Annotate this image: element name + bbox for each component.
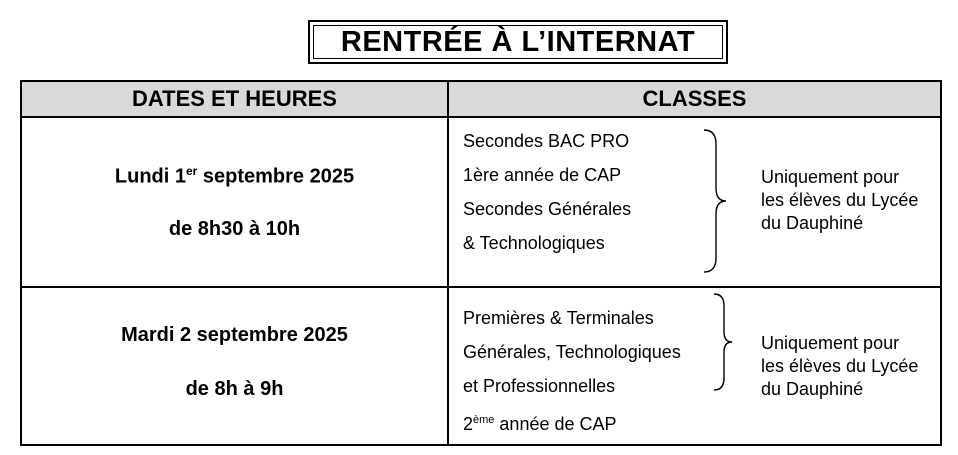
row1-classes	[463, 124, 631, 260]
schedule-table	[20, 80, 942, 446]
row1-brace-icon	[702, 128, 728, 274]
class-item: & Technologiques	[463, 233, 605, 253]
page-title: RENTRÉE À L’INTERNAT	[340, 25, 696, 58]
row2-note: Uniquement pour les élèves du Lycée du Dauphiné	[761, 333, 919, 399]
header-dates: DATES ET HEURES	[22, 82, 447, 118]
class-item: 2ème année de CAP	[463, 414, 617, 434]
row1-date-cell	[22, 118, 447, 286]
row1-time: de 8h30 à 10h	[168, 218, 301, 240]
row2-date-cell	[22, 288, 447, 446]
class-item: Premières & Terminales	[463, 308, 654, 328]
class-item: 1ère année de CAP	[463, 165, 622, 185]
row2-day: Mardi 2 septembre 2025	[121, 324, 348, 346]
row1-note: Uniquement pour les élèves du Lycée du Dauphiné	[761, 167, 919, 233]
row2-time: de 8h à 9h	[185, 378, 284, 400]
title-box	[308, 20, 728, 64]
class-item: Secondes Générales	[463, 199, 632, 219]
row1-day: Lundi 1er septembre 2025	[114, 164, 355, 188]
class-item: Secondes BAC PRO	[463, 131, 630, 151]
row2-classes	[463, 301, 681, 441]
class-item: Générales, Technologiques	[463, 342, 681, 362]
column-divider	[447, 118, 449, 444]
header-classes: CLASSES	[447, 82, 940, 118]
row2-brace-icon	[712, 292, 734, 392]
class-item: et Professionnelles	[463, 376, 616, 396]
